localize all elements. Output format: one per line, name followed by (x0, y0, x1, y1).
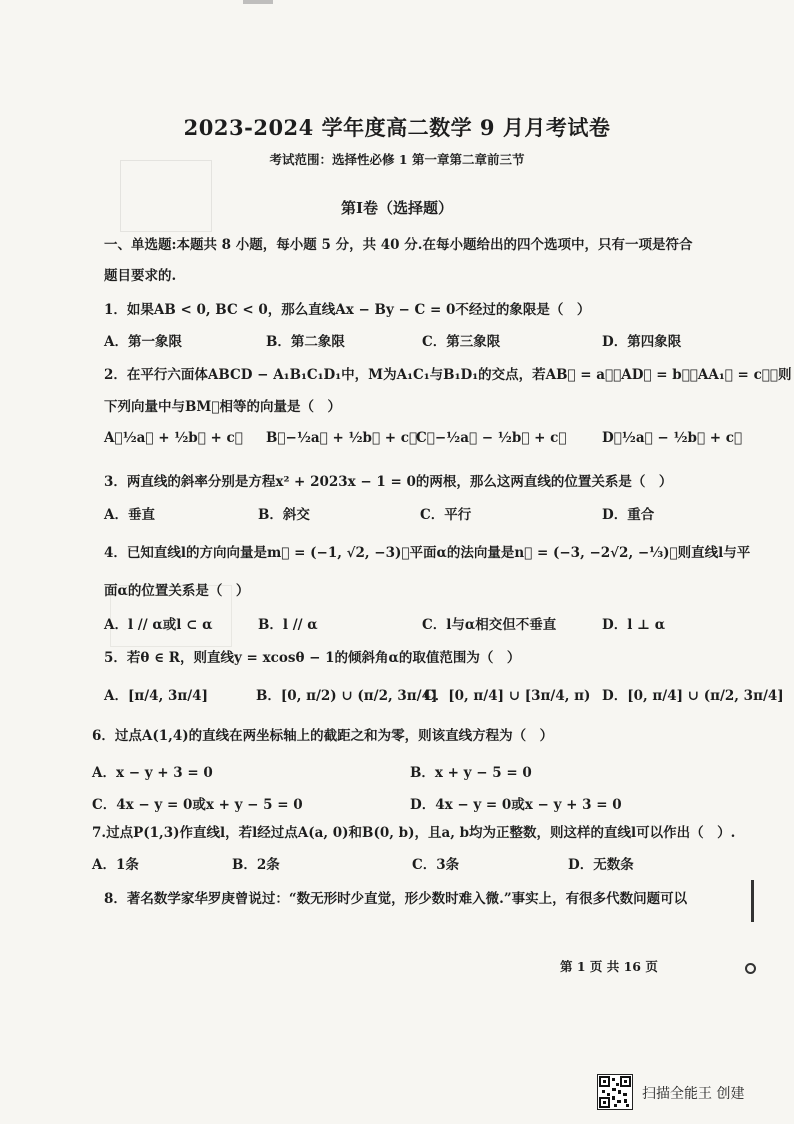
qr-code-icon (597, 1074, 633, 1110)
option-d: D．½a⃗ − ½b⃗ + c⃗ (602, 430, 743, 446)
option-c: C．3条 (412, 857, 460, 873)
question-6-options-row2 (92, 793, 732, 815)
bleed-through-figure (120, 160, 212, 232)
option-b: B．斜交 (258, 507, 310, 523)
exam-title: 2023-2024 学年度高二数学 9 月月考试卷 (183, 115, 611, 140)
option-a: A．x − y + 3 = 0 (92, 765, 213, 781)
question-8-stem: 8．著名数学家华罗庚曾说过：“数无形时少直觉，形少数时难入微.”事实上，有很多代数问题可以 (104, 891, 688, 907)
option-c: C．4x − y = 0或x + y − 5 = 0 (92, 797, 303, 813)
option-d: D．[0, π/4] ∪ (π/2, 3π/4] (602, 688, 784, 704)
option-d: D．4x − y = 0或x − y + 3 = 0 (410, 797, 622, 813)
question-4-stem: 4．已知直线l的方向向量是m⃗ = (−1, √2, −3)，平面α的法向量是n⃗ = (−3, −2√2, −⅓)，则直线l与平 (104, 545, 751, 561)
question-3-stem: 3．两直线的斜率分别是方程x² + 2023x − 1 = 0的两根，那么这两直线的位置关系是（ ） (104, 474, 673, 490)
volume-heading: 第Ⅰ卷（选择题） (340, 199, 454, 217)
exam-scope: 考试范围：选择性必修 1 第一章第二章前三节 (269, 152, 525, 167)
question-3-options (104, 503, 744, 525)
option-b: B．[0, π/2) ∪ (π/2, 3π/4] (256, 688, 438, 704)
question-7-stem: 7.过点P(1,3)作直线l，若l经过点A(a, 0)和B(0, b)，且a, b均为正整数，则这样的直线l可以作出（ ）. (92, 825, 736, 841)
option-b: B．l // α (258, 617, 318, 633)
option-b: B．−½a⃗ + ½b⃗ + c⃗ (266, 430, 418, 446)
option-d: D．无数条 (568, 857, 634, 873)
option-a: A．垂直 (104, 507, 155, 523)
question-5-stem: 5．若θ ∈ R，则直线y = xcosθ − 1的倾斜角α的取值范围为（ ） (104, 650, 521, 666)
question-4-stem-cont: 面α的位置关系是（ ） (104, 583, 250, 599)
option-a: A．[π/4, 3π/4] (104, 688, 208, 704)
option-a: A．l // α或l ⊂ α (104, 617, 213, 633)
option-a: A．第一象限 (104, 334, 182, 350)
scan-edge-mark (751, 880, 754, 922)
page-number: 第 1 页 共 16 页 (560, 959, 658, 974)
option-d: D．l ⊥ α (602, 617, 666, 633)
question-7-options (92, 853, 732, 875)
option-a: A．½a⃗ + ½b⃗ + c⃗ (104, 430, 243, 446)
section-instruction: 一、单选题:本题共 8 小题，每小题 5 分，共 40 分.在每小题给出的四个选项中，只有一项是符合 (104, 237, 693, 253)
binding-hole-icon (745, 963, 756, 974)
option-d: D．重合 (602, 507, 655, 523)
question-1-options (104, 330, 744, 352)
option-c: C．−½a⃗ − ½b⃗ + c⃗ (416, 430, 567, 446)
question-4-options (104, 613, 744, 635)
question-1-stem: 1．如果AB < 0, BC < 0，那么直线Ax − By − C = 0不经过的象限是（ ） (104, 302, 591, 318)
option-c: C．l与α相交但不垂直 (422, 617, 557, 633)
scanner-watermark: 扫描全能王 创建 (642, 1086, 745, 1102)
question-2-options (104, 430, 744, 452)
option-c: C．平行 (420, 507, 472, 523)
scan-mark (243, 0, 273, 4)
option-b: B．2条 (232, 857, 280, 873)
option-a: A．1条 (92, 857, 139, 873)
question-2-stem-cont: 下列向量中与BM⃗相等的向量是（ ） (104, 399, 341, 415)
question-6-stem: 6．过点A(1,4)的直线在两坐标轴上的截距之和为零，则该直线方程为（ ） (92, 728, 554, 744)
option-b: B．x + y − 5 = 0 (410, 765, 532, 781)
question-2-stem: 2．在平行六面体ABCD − A₁B₁C₁D₁中，M为A₁C₁与B₁D₁的交点，若AB⃗ = a⃗，AD⃗ = b⃗，AA₁⃗ = c⃗，则 (104, 367, 792, 383)
option-b: B．第二象限 (266, 334, 345, 350)
section-instruction-cont: 题目要求的. (104, 268, 177, 284)
option-c: C．[0, π/4] ∪ [3π/4, π) (424, 688, 591, 704)
question-6-options-row1 (92, 761, 732, 783)
option-c: C．第三象限 (422, 334, 501, 350)
option-d: D．第四象限 (602, 334, 682, 350)
question-5-options (104, 684, 784, 706)
